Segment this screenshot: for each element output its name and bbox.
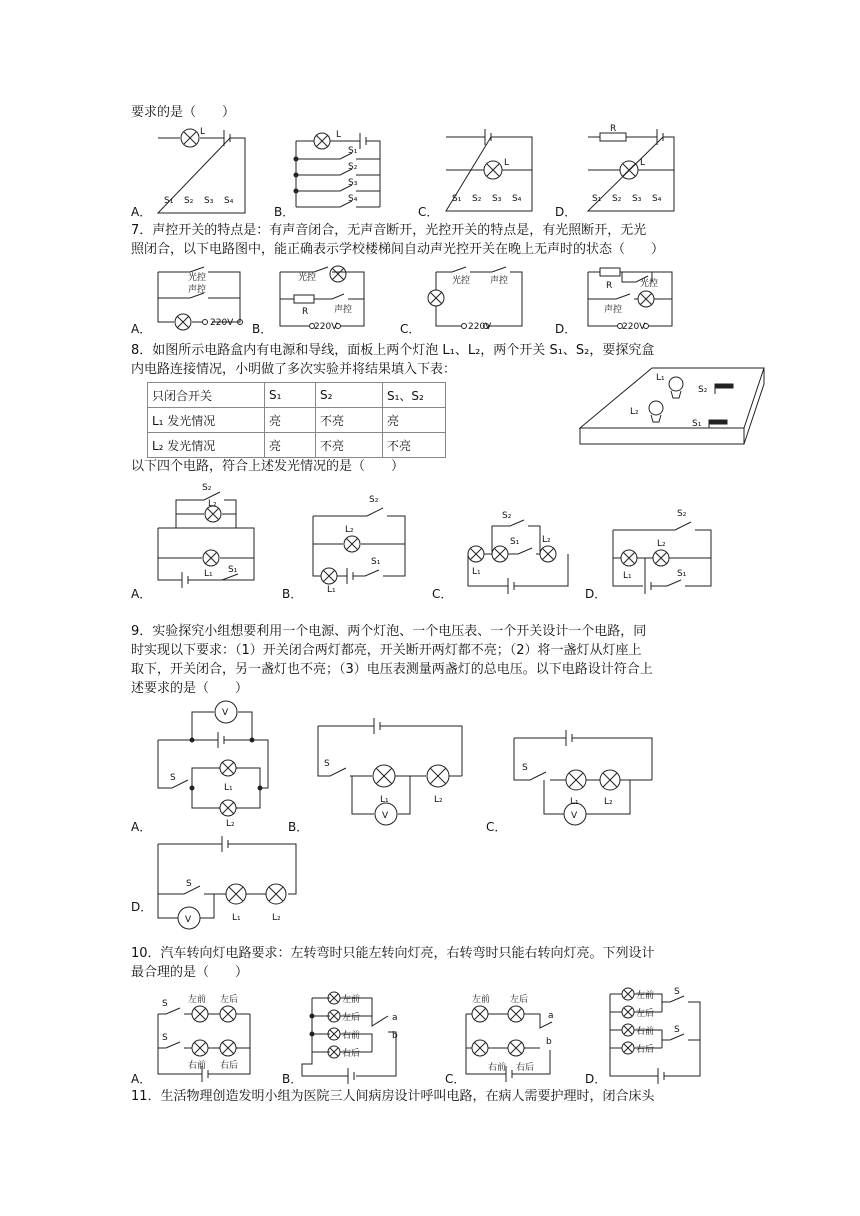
q10-option-b[interactable]: B． [282,1072,303,1086]
svg-text:S₄: S₄ [652,194,662,204]
svg-text:右前: 右前 [342,1031,361,1041]
svg-text:左后: 左后 [342,1013,361,1023]
q9-option-d[interactable]: D． [131,900,153,914]
svg-text:L₁: L₁ [232,913,241,923]
q10-line-1: 10．汽车转向灯电路要求：左转弯时只能左转向灯亮，右转弯时只能右转向灯亮。下列设计 [131,946,655,961]
q9-circuit-b [312,718,472,830]
q8-option-b[interactable]: B． [282,587,303,601]
svg-text:右后: 右后 [516,1063,535,1073]
q9-line-3: 取下，开关闭合，另一盏灯也不亮；（3）电压表测量两盏灯的总电压。以下电路设计符合上 [131,662,653,677]
svg-text:右后: 右后 [342,1049,361,1059]
q7-circuit-a [150,262,260,334]
svg-text:L: L [336,130,342,140]
svg-text:V: V [571,811,578,821]
svg-text:S: S [674,987,680,997]
svg-text:220V: 220V [622,322,646,332]
q6-circuit-d [582,125,682,217]
svg-text:L₁: L₁ [472,567,481,577]
svg-text:S₁: S₁ [692,419,702,429]
svg-text:L₂: L₂ [434,795,443,805]
svg-text:右前: 右前 [488,1063,507,1073]
q10-option-a[interactable]: A． [131,1072,152,1086]
q10-circuit-a [150,988,260,1084]
q9-option-b[interactable]: B． [288,820,309,834]
q9-option-c[interactable]: C． [486,820,507,834]
circuit-box-figure [578,362,768,460]
svg-text:L₂: L₂ [226,819,235,829]
svg-text:S: S [674,1025,680,1035]
svg-text:S₁: S₁ [452,194,462,204]
svg-text:V: V [382,811,389,821]
svg-text:R: R [606,281,613,291]
svg-text:S: S [522,763,528,773]
svg-text:S: S [162,1033,168,1043]
svg-text:右后: 右后 [220,1061,239,1071]
svg-text:S₂: S₂ [348,162,358,172]
q6-option-d[interactable]: D． [555,205,577,219]
q7-circuit-b [274,262,374,334]
q6-circuit-a [150,125,260,217]
svg-text:L₂: L₂ [630,407,639,417]
lamp-label: L [200,127,206,137]
svg-text:L₂: L₂ [657,539,666,549]
svg-text:左前: 左前 [636,991,655,1001]
svg-text:S₂: S₂ [184,196,194,206]
svg-text:R: R [610,124,617,134]
q8-line-2: 内电路连接情况，小明做了多次实验并将结果填入下表： [131,362,457,377]
svg-text:b: b [546,1037,552,1047]
svg-text:S: S [186,879,192,889]
svg-text:右后: 右后 [636,1045,655,1055]
svg-text:S₁: S₁ [348,146,358,156]
q9-line-4: 述要求的是（ ） [131,681,249,696]
svg-text:L: L [504,158,510,168]
svg-text:左后: 左后 [636,1009,655,1019]
svg-text:S₄: S₄ [348,194,358,204]
svg-text:声控: 声控 [490,276,509,286]
q10-circuit-d [604,984,716,1084]
svg-text:光控: 光控 [640,279,659,289]
svg-text:右前: 右前 [636,1027,655,1037]
q7-circuit-c [428,262,528,334]
q9-circuit-a [150,698,274,828]
svg-text:V: V [185,915,192,925]
table-row: L₁ 发光情况 亮 不亮 亮 [148,408,446,433]
q6-circuit-b [290,125,390,217]
q9-circuit-d [152,838,302,928]
svg-text:右前: 右前 [188,1061,207,1071]
svg-text:220V: 220V [314,322,338,332]
svg-text:R: R [302,307,309,317]
q8-option-c[interactable]: C． [432,587,453,601]
q9-line-1: 9．实验探究小组想要利用一个电源、两个灯泡、一个电压表、一个开关设计一个电路，同 [131,624,647,639]
svg-text:声控: 声控 [334,305,353,315]
svg-text:声控: 声控 [188,285,207,295]
svg-text:L₂: L₂ [604,797,613,807]
q8-results-table [147,382,446,458]
q6-circuit-c [440,125,540,217]
q8-line-1: 8．如图所示电路盒内有电源和导线，面板上两个灯泡 L₁、L₂，两个开关 S₁、S₂，要探究盒 [131,343,655,358]
q9-line-2: 时实现以下要求：（1）开关闭合两灯都亮，开关断开两灯都不亮；（2）将一盏灯从灯座上 [131,643,642,658]
q8-circuit-a [150,478,266,596]
q10-circuit-c [458,988,578,1084]
svg-text:左后: 左后 [220,995,239,1005]
svg-text:S₂: S₂ [612,194,622,204]
q9-circuit-c [510,730,660,830]
q10-line-2: 最合理的是（ ） [131,965,249,980]
svg-text:S₂: S₂ [698,385,708,395]
svg-text:L₂: L₂ [208,499,217,509]
svg-text:S₂: S₂ [677,509,687,519]
q10-circuit-b [296,986,412,1086]
svg-text:L₂: L₂ [542,535,551,545]
q6-tail: 要求的是（ ） [131,105,236,120]
q8-option-d[interactable]: D． [585,587,607,601]
svg-text:L₁: L₁ [656,373,665,383]
svg-text:S₁: S₁ [510,537,520,547]
svg-text:220V: 220V [210,318,234,328]
q8-circuit-c [458,498,576,596]
svg-text:L₂: L₂ [345,525,354,535]
svg-text:a: a [392,1013,398,1023]
svg-text:S: S [162,999,168,1009]
svg-text:S₁: S₁ [228,565,238,575]
svg-text:V: V [222,708,229,718]
q8-line-3: 以下四个电路，符合上述发光情况的是（ ） [131,459,405,474]
svg-text:L₁: L₁ [623,571,632,581]
svg-text:a: a [548,1011,554,1021]
svg-text:光控: 光控 [298,273,317,283]
q8-option-a[interactable]: A． [131,587,152,601]
q7-circuit-d [582,262,682,334]
q9-option-a[interactable]: A． [131,820,152,834]
svg-text:L₁: L₁ [380,795,389,805]
svg-text:左前: 左前 [188,995,207,1005]
svg-text:光控: 光控 [452,276,471,286]
q7-line-1: 7．声控开关的特点是：有声音闭合，无声音断开，光控开关的特点是，有光照断开，无光 [131,223,647,238]
table-row: L₂ 发光情况 亮 不亮 不亮 [148,433,446,458]
svg-text:S₃: S₃ [492,194,502,204]
svg-text:S: S [170,773,176,783]
svg-text:S₃: S₃ [348,178,358,188]
q7-line-2: 照闭合，以下电路图中，能正确表示学校楼梯间自动声光控开关在晚上无声时的状态（ ） [131,242,665,257]
svg-text:左后: 左后 [510,995,529,1005]
q6-option-c[interactable]: C． [418,205,439,219]
table-row: 只闭合开关 S₁ S₂ S₁、S₂ [148,383,446,408]
q10-option-c[interactable]: C． [445,1072,466,1086]
q8-circuit-d [605,500,717,596]
svg-text:S₃: S₃ [204,196,214,206]
svg-text:S₄: S₄ [224,196,234,206]
q11-line-1: 11．生活物理创造发明小组为医院三人间病房设计呼叫电路，在病人需要护理时，闭合床头 [131,1089,655,1104]
q7-option-a[interactable]: A． [131,322,152,336]
svg-text:220V: 220V [468,322,492,332]
svg-text:声控: 声控 [604,305,623,315]
svg-text:L₁: L₁ [570,797,579,807]
q7-option-c[interactable]: C． [400,322,421,336]
q7-option-b[interactable]: B． [252,322,273,336]
svg-text:L₁: L₁ [327,585,336,595]
svg-text:S₂: S₂ [202,483,212,493]
svg-text:S₄: S₄ [512,194,522,204]
svg-text:S₁: S₁ [164,196,174,206]
svg-text:L₂: L₂ [272,913,281,923]
svg-text:S₂: S₂ [502,511,512,521]
svg-text:b: b [392,1031,398,1041]
svg-text:左前: 左前 [472,995,491,1005]
svg-text:S: S [324,759,330,769]
q10-option-d[interactable]: D． [585,1072,607,1086]
svg-text:L: L [640,158,646,168]
svg-text:S₁: S₁ [371,557,381,567]
q8-circuit-b [305,488,417,596]
svg-text:S₁: S₁ [677,569,687,579]
q7-option-d[interactable]: D． [555,322,577,336]
svg-text:S₃: S₃ [632,194,642,204]
svg-text:光控: 光控 [188,273,207,283]
svg-text:S₂: S₂ [472,194,482,204]
q6-option-b[interactable]: B． [274,205,295,219]
q6-option-a[interactable]: A． [131,205,152,219]
svg-text:左前: 左前 [342,995,361,1005]
svg-text:S₂: S₂ [369,495,379,505]
svg-text:S₁: S₁ [592,194,602,204]
svg-text:L₁: L₁ [204,569,213,579]
svg-text:L₁: L₁ [224,783,233,793]
